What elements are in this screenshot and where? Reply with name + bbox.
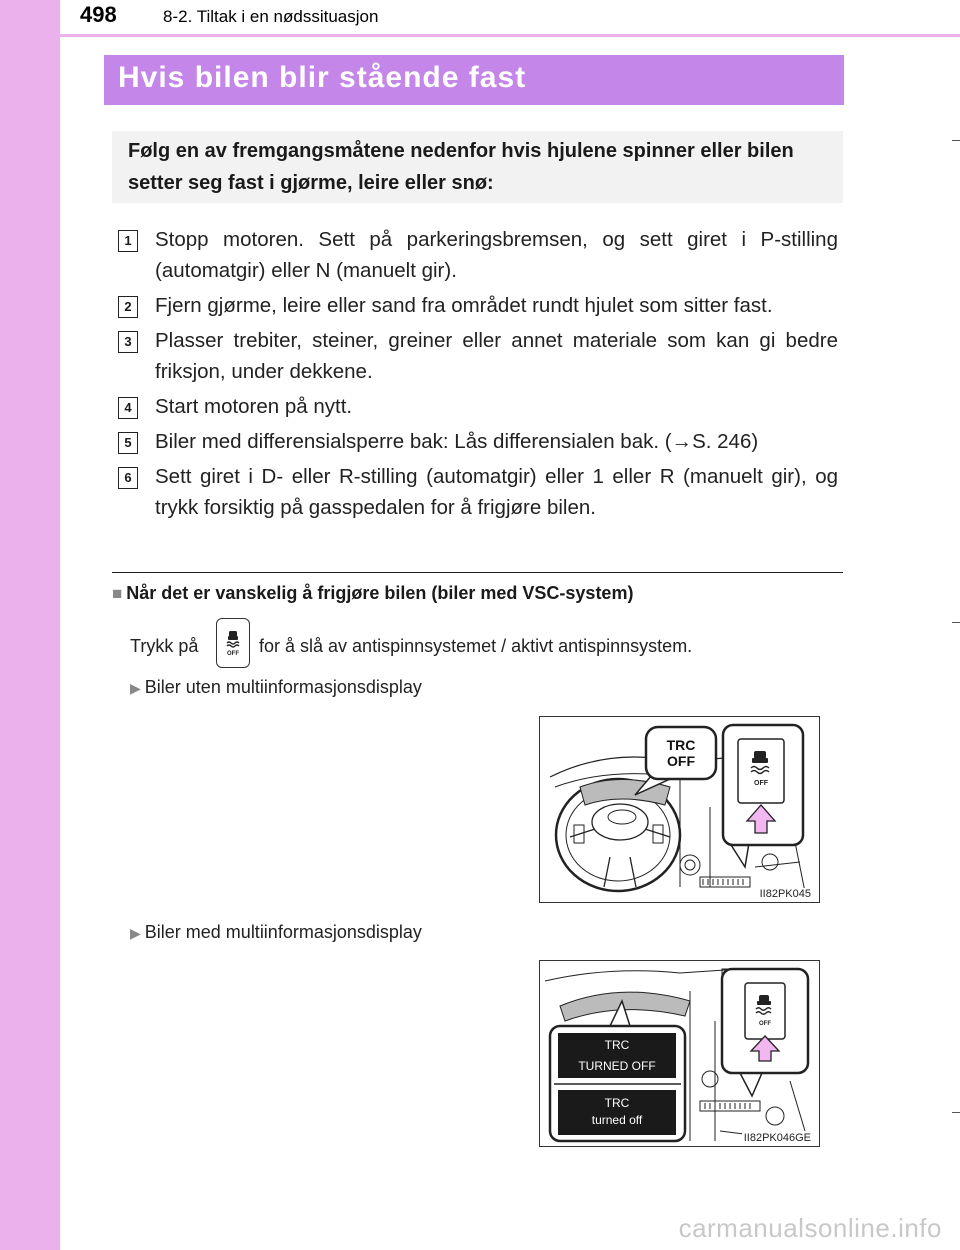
figure-trc-off-indicator xyxy=(539,716,820,903)
step-item xyxy=(118,391,838,422)
figure-trc-turned-off-display xyxy=(539,960,820,1147)
step-text: Start motoren på nytt. xyxy=(155,395,353,418)
figure-code: II82PK045 xyxy=(759,888,811,900)
step-number: 1 xyxy=(118,230,138,252)
step-number: 2 xyxy=(118,296,138,318)
step-item xyxy=(118,224,838,286)
page-title: Hvis bilen blir stående fast xyxy=(118,61,527,94)
step-text: Plasser trebiter, steiner, greiner eller annet materiale som kan gi bedre friksjon, under dekkene. xyxy=(155,329,838,383)
step-text: Biler med differensialsperre bak: Lås differensialen bak. (→S. 246) xyxy=(155,430,759,453)
section-breadcrumb: 8-2. Tiltak i en nødssituasjon xyxy=(163,7,379,26)
vsc-off-button-icon xyxy=(216,618,250,668)
trc-callout-line1: TRC xyxy=(666,737,696,753)
slip-car-icon xyxy=(217,619,249,667)
step-text: Stopp motoren. Sett på parkeringsbremsen, og sett giret i P-stilling (automatgir) eller N (manuelt gir). xyxy=(155,228,838,282)
figure-code: II82PK046GE xyxy=(743,1132,811,1144)
step-text: Fjern gjørme, leire eller sand fra området rundt hjulet som sitter fast. xyxy=(155,294,773,317)
subsection-heading xyxy=(112,583,633,604)
zoom-button-off-label: OFF xyxy=(754,780,768,787)
button-off-label: OFF xyxy=(227,651,239,657)
square-bullet-icon: ■ xyxy=(112,584,123,603)
step-item xyxy=(118,426,838,457)
left-tab-band xyxy=(0,0,60,1250)
step-number: 3 xyxy=(118,331,138,353)
step-number: 5 xyxy=(118,432,138,454)
page-number: 498 xyxy=(80,2,117,27)
bullet-text: Biler med multiinformasjonsdisplay xyxy=(144,922,422,942)
zoom-button-off-label: OFF xyxy=(759,1021,771,1027)
display-top-line2: TURNED OFF xyxy=(578,1059,656,1073)
press-instruction-end: for å slå av antispinnsystemet / aktivt antispinnsystem. xyxy=(259,636,693,656)
section-divider xyxy=(112,572,843,573)
subsection-heading-text: Når det er vanskelig å frigjøre bilen (biler med VSC-system) xyxy=(126,583,634,603)
trc-callout-line2: OFF xyxy=(667,753,695,769)
triangle-bullet-icon: ▶ xyxy=(130,925,141,941)
step-text: Sett giret i D- eller R-stilling (automatgir) eller 1 eller R (manuelt gir), og trykk forsiktig på gasspedalen for å frigjøre bilen. xyxy=(155,465,838,519)
edge-tick xyxy=(952,140,960,141)
triangle-bullet-icon: ▶ xyxy=(130,680,141,696)
step-item xyxy=(118,461,838,523)
display-bottom-line2: turned off xyxy=(591,1113,643,1127)
step-item xyxy=(118,325,838,387)
bullet-text: Biler uten multiinformasjonsdisplay xyxy=(144,677,422,697)
step-item xyxy=(118,290,838,321)
step-number: 6 xyxy=(118,467,138,489)
dashboard-illustration xyxy=(540,961,819,1146)
header-rule xyxy=(60,34,960,37)
dashboard-illustration xyxy=(540,717,819,902)
step-number: 4 xyxy=(118,397,138,419)
bullet-item xyxy=(130,922,422,943)
intro-text: Følg en av fremgangsmåtene nedenfor hvis hjulene spinner eller bilen setter seg fast i gjørme, leire eller snø: xyxy=(128,140,794,194)
watermark: carmanualsonline.info xyxy=(678,1213,942,1243)
display-top-line1: TRC xyxy=(604,1038,630,1052)
bullet-item xyxy=(130,677,422,698)
steps-list xyxy=(118,224,838,527)
edge-tick xyxy=(952,622,960,623)
press-instruction-start: Trykk på xyxy=(130,636,199,656)
edge-tick xyxy=(952,1112,960,1113)
page-title-bar xyxy=(104,55,844,105)
display-bottom-line1: TRC xyxy=(604,1096,630,1110)
intro-box xyxy=(112,131,843,203)
